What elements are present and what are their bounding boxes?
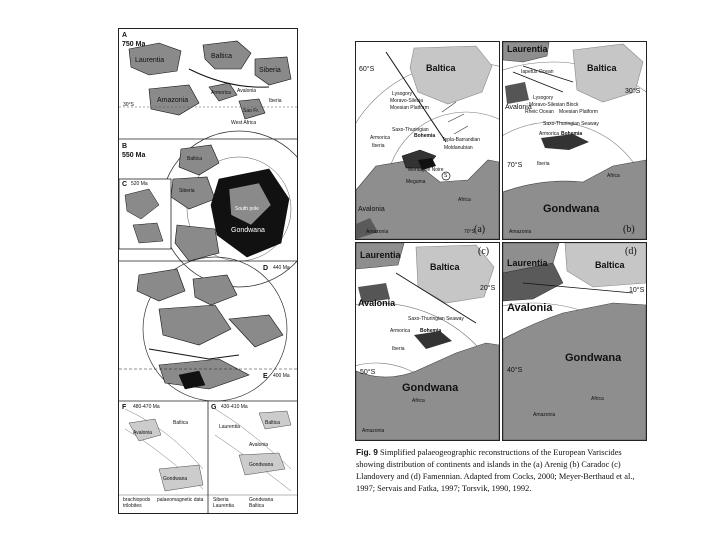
label-sao-francisco: Sao Fr.	[243, 108, 260, 114]
panel-b-age: 550 Ma	[122, 152, 146, 159]
label-avalonia: Avalonia	[505, 104, 532, 111]
label-baltica: Baltica	[587, 63, 617, 73]
label-moravo-silesian-block: Moravo-Silesian Block	[529, 102, 579, 108]
panel-e-age: 400 Ma	[273, 373, 290, 379]
label-moesian-platform: Moesian Platform	[390, 105, 429, 111]
label-bohemia: Bohemia	[414, 133, 436, 139]
label-amazonia: Amazonia	[157, 97, 189, 104]
label-saxo-thuringian: Saxo-Thuringian	[392, 127, 429, 133]
label-meguma: Meguma	[406, 179, 426, 185]
label-gondwana: Gondwana	[249, 462, 274, 468]
panel-a	[355, 41, 500, 240]
legend-item-baltica: Baltica	[249, 503, 265, 509]
label-iberia: Iberia	[372, 143, 385, 149]
panel-f-letter: F	[122, 404, 127, 411]
label-laurentia: Laurentia	[360, 250, 401, 260]
label-africa: Africa	[607, 173, 620, 179]
label-laurentia: Laurentia	[135, 57, 165, 64]
label-latitude-bottom: 70°S	[464, 229, 475, 235]
label-bohemia: Bohemia	[420, 328, 442, 334]
label-gondwana: Gondwana	[163, 476, 188, 482]
label-latitude-top: 10°S	[629, 287, 645, 294]
label-amazonia: Amazonia	[509, 229, 532, 235]
label-latitude-mid: 40°S	[507, 367, 523, 374]
panel-f-age: 480-470 Ma	[133, 404, 160, 410]
label-laurentia: Laurentia	[507, 44, 548, 54]
panel-g-age: 430-410 Ma	[221, 404, 248, 410]
legend-item-trilobites: trilobites	[123, 503, 142, 509]
label-africa: Africa	[412, 398, 425, 404]
baltica-shape	[410, 46, 492, 104]
legend-item-siberia: Siberia	[213, 497, 229, 503]
label-armorica: Armorica	[390, 328, 411, 334]
label-africa: Africa	[458, 197, 471, 203]
legend-item-brachiopods: brachiopods	[123, 497, 151, 503]
label-lysogory: Lysogory	[392, 91, 413, 97]
panel-g-letter: G	[211, 404, 217, 411]
label-gondwana: Gondwana	[543, 203, 600, 215]
panel-d-letter: (d)	[625, 246, 637, 257]
label-iberia: Iberia	[392, 346, 405, 352]
panel-c-letter: (c)	[478, 246, 490, 257]
label-baltica: Baltica	[426, 63, 456, 73]
label-saxo-thuringian-seaway: Saxo-Thuringian Seaway	[408, 316, 464, 322]
label-lysogory: Lysogory	[533, 95, 554, 101]
label-avalonia: Avalonia	[507, 302, 553, 314]
panel-c	[355, 242, 500, 441]
label-avalonia: Avalonia	[358, 298, 396, 308]
label-africa: Africa	[591, 396, 604, 402]
label-amazonia: Amazonia	[366, 229, 389, 235]
avalonia-shape	[505, 82, 529, 104]
legend-item-gondwana: Gondwana	[249, 497, 274, 503]
label-tepla-barrandian: Tepla-Barrandian	[442, 137, 481, 143]
label-bohemia: Bohemia	[561, 131, 583, 137]
label-moldanubian: Moldanubian	[444, 145, 473, 151]
label-armorica: Armorica	[539, 131, 560, 137]
label-iapetus-ocean: Iapetus Ocean	[521, 69, 554, 75]
panel-d-letter: D	[263, 265, 269, 272]
label-laurentia: Laurentia	[219, 424, 240, 430]
label-laurentia: Laurentia	[507, 258, 548, 268]
panel-b-letter: (b)	[623, 224, 635, 235]
label-siberia: Siberia	[259, 67, 281, 74]
caption-text: Simplified palaeogeographic reconstructions of the European Variscides showing distribution of continents and islands in the (a) Arenig (b) Caradoc (c) Llandovery and (d) Famennian. Adapted from Cocks, 2000; Meyer-Berthaud et al., 1997; Servais and Fatka, 1997; Torsvik, 1990, 1992.	[356, 448, 635, 493]
label-latitude: 30°S	[123, 102, 134, 108]
label-amazonia: Amazonia	[533, 412, 556, 418]
panel-a-age: 750 Ma	[122, 41, 146, 48]
baltica-shape	[193, 275, 237, 305]
label-baltica: Baltica	[187, 156, 203, 162]
label-moravo-silesia: Moravo-Silesia	[390, 98, 424, 104]
label-siberia: Siberia	[179, 188, 195, 194]
label-baltica: Baltica	[265, 420, 281, 426]
panel-c-letter: C	[122, 181, 128, 188]
label-south-pole: S	[444, 173, 448, 179]
label-south-pole: South pole	[235, 206, 259, 212]
label-baltica: Baltica	[595, 260, 625, 270]
label-armorica: Armorica	[370, 135, 391, 141]
laurentia-shape	[137, 269, 185, 301]
panel-a-letter: A	[122, 32, 128, 39]
label-baltica: Baltica	[430, 262, 460, 272]
label-gondwana: Gondwana	[231, 227, 265, 234]
label-moesian-platform: Moesian Platform	[559, 109, 598, 115]
label-latitude-mid: 70°S	[507, 162, 523, 169]
panel-c-map	[356, 243, 499, 440]
latitude-line	[125, 409, 203, 469]
label-latitude-mid: 50°S	[360, 369, 376, 376]
gondwana-shape	[503, 303, 646, 440]
panel-c-age: 520 Ma	[131, 181, 148, 187]
landmass-shape	[229, 315, 283, 347]
label-latitude-top: 30°S	[625, 88, 641, 95]
panel-b	[502, 41, 647, 240]
label-gondwana: Gondwana	[565, 352, 622, 364]
label-latitude-top: 20°S	[480, 285, 496, 292]
arrow-marks	[442, 102, 468, 134]
figure-label: Fig. 9	[356, 447, 378, 457]
panel-a-letter: (a)	[474, 224, 486, 235]
label-latitude-top: 60°S	[359, 66, 375, 73]
label-rheic-ocean: Rheic Ocean	[525, 109, 554, 115]
label-montagne-noire: Montagne Noire	[408, 167, 444, 173]
legend-item-laurentia: Laurentia	[213, 503, 234, 509]
panel-e-letter: E	[263, 373, 268, 380]
panel-d-age: 440 Ma	[273, 265, 290, 271]
label-saxo-thuringian-seaway: Saxo-Thuringian Seaway	[543, 121, 599, 127]
subduction-line	[149, 349, 239, 359]
label-baltica: Baltica	[211, 53, 233, 60]
left-figure	[118, 28, 298, 514]
landmass-shape	[159, 305, 231, 345]
label-avalonia: Avalonia	[237, 88, 257, 94]
label-avalonia: Avalonia	[133, 430, 153, 436]
label-avalonia: Avalonia	[358, 206, 385, 213]
island-shape	[175, 225, 219, 261]
panel-b-letter: B	[122, 143, 128, 150]
legend-item-palaeomagnetic: palaeomagnetic data	[157, 497, 204, 503]
label-baltica: Baltica	[173, 420, 189, 426]
panel-d	[502, 242, 647, 441]
figure-caption	[356, 446, 648, 495]
label-avalonia: Avalonia	[249, 442, 269, 448]
label-amazonia: Amazonia	[362, 428, 385, 434]
label-gondwana: Gondwana	[402, 382, 459, 394]
label-iberia: Iberia	[269, 98, 282, 104]
label-armorica: Armorica	[211, 90, 232, 96]
label-west-africa: West Africa	[231, 120, 257, 126]
label-iberia: Iberia	[537, 161, 550, 167]
panel-d-map	[503, 243, 646, 440]
